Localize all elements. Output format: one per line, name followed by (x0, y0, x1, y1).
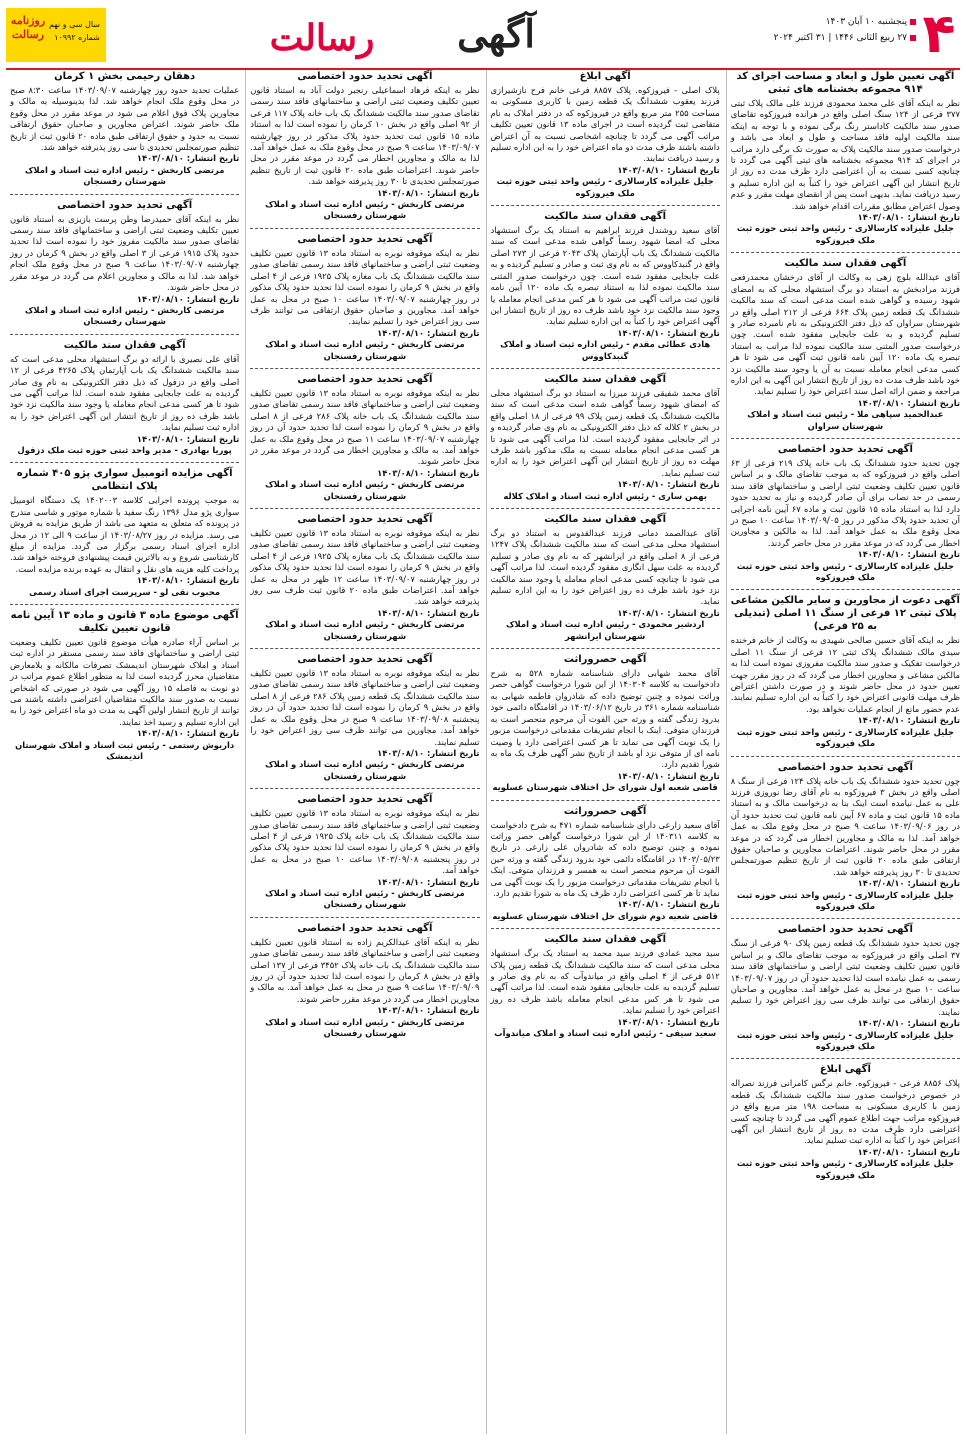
ad-title: آگهی فقدان سند مالکیت (544, 934, 667, 946)
classified-ad (731, 70, 960, 246)
ad-title: دهقان رحیمی بخش ۱ کرمان (54, 71, 196, 82)
ad-body: سید مجید عمادی فرزند سید محمد به استناد یک برگ استشهاد محلی مدعی است که سند مالکیت ششدانگ یک قطعه زمین پلاک ۵۱۲ فرعی از ۴ اصلی واقع در میاندوآب که به نام وی صادر و تسلیم گردیده به علت جابجایی مفقود شده است. لذا مراتب آگهی می شود تا هر کس مدعی انجام معامله باشد ظرف ده روز اعتراض خود را تسلیم نماید. (490, 948, 720, 1016)
ad-date: تاریخ انتشار: ۱۴۰۳/۰۸/۱۰ (377, 1005, 480, 1016)
ad-title: آگهی تحدید حدود اختصاصی (297, 233, 433, 245)
ad-title: آگهی تحدید حدود اختصاصی (297, 794, 433, 806)
ad-signature: جلیل علیزاده کارسالاری - رئیس واحد ثبتی حوزه ثبت ملک فیروزکوه (736, 726, 954, 749)
ad-signature: جلیل علیزاده کارسالاری - رئیس واحد ثبتی حوزه ثبت ملک فیروزکوه (496, 176, 714, 198)
ad-signature: مرتضی کاربخش - رئیس اداره ثبت اسناد و املاک شهرستان رفسنجان (265, 1016, 465, 1039)
ad-body: نظر به اینکه موقوفه نوبره به استناد ماده ۱۳ قانون تعیین تکلیف وضعیت ثبتی اراضی و ساختمانهای فاقد سند رسمی تقاضای صدور سند مالکیت ششدانگ یک باب مغازه پلاک ۱۹۲۵ فرعی از ۴ اصلی واقع در بخش ۹ کرمان را نموده است لذا تحدید حدود پلاک مذکور در روز چهارشنبه ۱۴۰۳/۰۹/۰۷ ساعت ۱۲ ظهر در محل به عمل خواهد آمد. اعتراضات طبق ماده ۲۰ قانون ثبت ظرف سی روز پذیرفته خواهد شد. (250, 528, 480, 607)
ad-body: نظر به اینکه موقوفه نوبره به استناد ماده ۱۳ قانون تعیین تکلیف وضعیت ثبتی اراضی و ساختمانهای فاقد سند رسمی تقاضای صدور سند مالکیت ششدانگ یک باب خانه پلاک ۲۸۶ فرعی از ۸ اصلی واقع در بخش ۹ کرمان را نموده است لذا تحدید حدود آن در روز چهارشنبه ۱۴۰۳/۰۹/۰۷ ساعت ۱۱ صبح در محل وقوع ملک به عمل خواهد آمد. به مالک و مجاورین اخطار می گردد در موعد مقرر در محل حاضر شوند. (250, 387, 480, 467)
masthead-logo: رسالت (269, 17, 375, 59)
ad-body: نظر به اینکه موقوفه نوبره به استناد ماده ۱۳ قانون تعیین تکلیف وضعیت ثبتی اراضی و ساختمانهای فاقد سند رسمی تقاضای صدور سند مالکیت ششدانگ یک باب مغازه پلاک ۱۹۲۵ فرعی از ۴ اصلی واقع در بخش ۹ کرمان را نموده است لذا تحدید حدود پلاک مذکور در روز چهارشنبه ۱۴۰۳/۰۹/۰۷ ساعت ۱۰ صبح در محل به عمل خواهد آمد. مجاورین و صاحبان حقوق ارتفاقی می توانند ظرف سی روز اعتراض خود را تسلیم نمایند. (250, 247, 480, 327)
ad-signature: مرتضی کاربخش - رئیس اداره ثبت اسناد و املاک شهرستان رفسنجان (24, 304, 225, 327)
date-line-1: پنجشنبه ۱۰ آبان ۱۴۰۳ (825, 17, 907, 27)
ad-body: بر اساس آراء صادره هیأت موضوع قانون تعیین تکلیف وضعیت ثبتی اراضی و ساختمانهای فاقد سند رسمی مستقر در اداره ثبت اسناد و املاک شهرستان اندیمشک تصرفات مالکانه و بلامعارض متقاضیان محرز گردیده است لذا به منظور اطلاع عموم مراتب در دو نوبت به فاصله ۱۵ روز آگهی می شود در صورتی که اشخاص نسبت به صدور سند مالکیت متقاضیان اعتراضی داشته باشند می توانند از تاریخ انتشار اولین آگهی به مدت دو ماه اعتراض خود را به این اداره تسلیم و رسید اخذ نمایند. (10, 637, 240, 727)
classified-ad (731, 756, 960, 913)
brand-logo: روزنامه رسالت (10, 14, 46, 41)
ad-title: آگهی تحدید حدود اختصاصی (297, 654, 433, 666)
ad-title: آگهی ابلاغ (819, 1064, 871, 1076)
ad-title: آگهی فقدان سند مالکیت (544, 514, 667, 525)
ad-date: تاریخ انتشار: ۱۴۰۳/۰۸/۱۰ (617, 1016, 720, 1027)
ad-title: آگهی تحدید حدود اختصاصی (297, 922, 433, 934)
classified-ad (250, 228, 479, 362)
ad-date: تاریخ انتشار: ۱۴۰۳/۰۸/۱۰ (617, 479, 720, 490)
classified-ad (10, 334, 239, 457)
ad-title: آگهی تحدید حدود اختصاصی (777, 443, 913, 455)
ad-body: آقای عبدالله بلوچ زهی به وکالت از آقای درخشان محمدرفعی فرزند مرادبخش به استناد دو برگ استشهاد محلی که به امضای شهود رسیده و گواهی شده است مدعی است که سند مالکیت ششدانگ یک قطعه زمین پلاک ۶۶۴ فرعی از ۲۱۲ اصلی واقع در شهرستان سراوان که ذیل دفتر الکترونیکی به نام نامبرده صادر و تسلیم گردیده و به علت جابجایی مفقود شده است. چون درخواست صدور المثنی سند مالکیت نموده لذا مراتب به استناد تبصره یک ماده ۱۲۰ آیین نامه قانون ثبت آگهی می شود تا هر کسی مدعی انجام معامله نسبت به آن یا وجود سند مالکیت نزد خود باشد ظرف مدت ده روز از تاریخ انتشار این آگهی به این اداره مراجعه و ضمن ارائه اصل سند اعتراض خود را تسلیم نماید. (730, 272, 960, 397)
ad-date: تاریخ انتشار: ۱۴۰۳/۰۸/۱۰ (136, 728, 240, 739)
ad-body: نظر به اینکه موقوفه نوبره به استناد ماده ۱۳ قانون تعیین تکلیف وضعیت ثبتی اراضی و ساختمانهای فاقد سند رسمی تقاضای صدور سند مالکیت ششدانگ یک باب خانه پلاک ۱۹۲۵ فرعی از ۴ اصلی واقع در بخش ۹ کرمان را نموده است لذا تحدید حدود پلاک مذکور در روز پنجشنبه ۱۴۰۳/۰۹/۰۸ ساعت ۱۰ صبح در محل به عمل خواهد آمد. (250, 808, 480, 876)
ad-date: تاریخ انتشار: ۱۴۰۳/۰۸/۱۰ (857, 549, 960, 560)
section-title: آگهی (457, 11, 535, 56)
ad-title: آگهی تعیین طول و ابعاد و مساحت اجرای کد ۹۱۴ مجموعه بخشنامه های ثبتی (736, 71, 955, 95)
ad-signature: مرتضی کاربخش - رئیس اداره ثبت اسناد و املاک شهرستان رفسنجان (24, 164, 225, 187)
ad-signature: جلیل علیزاده کارسالاری - رئیس واحد ثبتی حوزه ثبت ملک فیروزکوه (736, 560, 954, 583)
ad-title: آگهی تحدید حدود اختصاصی (777, 924, 913, 936)
ad-date: تاریخ انتشار: ۱۴۰۳/۰۸/۱۰ (136, 153, 240, 164)
bullet-square-icon (910, 19, 916, 25)
ad-date: تاریخ انتشار: ۱۴۰۳/۰۸/۱۰ (617, 164, 720, 175)
ad-column (245, 70, 479, 1434)
classified-ad (250, 648, 479, 782)
ad-date: تاریخ انتشار: ۱۴۰۳/۰۸/۱۰ (857, 1018, 960, 1029)
ad-body: چون تحدید حدود ششدانگ یک باب خانه پلاک ۲۱۹ فرعی از ۶۳ اصلی واقع در فیروزکوه که به موجب تقاضای مالک و بر اساس قانون تعیین تکلیف وضعیت ثبتی اراضی و ساختمانهای فاقد سند رسمی در حد نصاب برای آن صادر گردیده و نیاز به تحدید حدود دارد لذا به استناد ماده ۱۵ قانون ثبت و ماده ۶۷ آیین نامه اجرایی آن تحدید حدود پلاک مذکور در روز ۱۴۰۳/۰۹/۰۵ ساعت ۱۰ صبح در محل وقوع ملک به عمل خواهد آمد. لذا به مالکین و مجاورین اخطار می گردد که در موعد مقرر در محل حاضر گردند. (730, 457, 960, 548)
ad-body: پلاک ۸۸۵۶ فرعی - فیروزکوه. خانم نرگس کامرانی فرزند نصراله در خصوص درخواست صدور سند مالکیت ششدانگ یک قطعه زمین با کاربری مسکونی به مساحت ۱۹۸ متر مربع واقع در فیروزکوه مراتب جهت اطلاع عموم آگهی می گردد تا چنانچه کسی اعتراضی دارد ظرف مدت ده روز از تاریخ انتشار این آگهی اعتراض خود را کتباً به اداره ثبت تسلیم نماید. (730, 1078, 960, 1146)
date-row-2 (774, 30, 916, 46)
ad-signature: جلیل علیزاده کارسالاری - رئیس واحد ثبتی حوزه ثبت ملک فیروزکوه (736, 1158, 954, 1180)
classified-ad (250, 508, 479, 642)
ad-date: تاریخ انتشار: ۱۴۰۳/۰۸/۱۰ (857, 715, 960, 726)
ad-signature: محبوب نقی لو - سرپرست اجرای اسناد رسمی (29, 586, 221, 597)
date-line-2: ۲۷ ربیع الثانی ۱۴۴۶ | ۳۱ اکتبر ۲۰۲۴ (773, 33, 907, 43)
ad-title: آگهی فقدان سند مالکیت (544, 211, 667, 223)
ad-title: آگهی تحدید حدود اختصاصی (297, 71, 433, 82)
ad-title: آگهی تحدید حدود اختصاصی (57, 199, 193, 211)
ad-signature: مرتضی کاربخش - رئیس اداره ثبت اسناد و املاک شهرستان رفسنجان (265, 479, 465, 501)
ad-signature: بهمن ساری - رئیس اداره ثبت اسناد و املاک کلاله (503, 490, 707, 501)
ad-body: پلاک اصلی - فیروزکوه. پلاک ۸۸۵۷ فرعی خانم فرح نازشیرازی فرزند یعقوب ششدانگ یک قطعه زمین با کاربری مسکونی به مساحت ۲۵۵ متر مربع واقع در فیروزکوه که در دفتر املاک به نام متقاضی ثبت گردیده است در اجرای ماده ۱۳ قانون تعیین تکلیف مراتب آگهی می گردد تا چنانچه اشخاصی نسبت به آن اعتراض داشته باشند ظرف مدت دو ماه اعتراض خود را به این اداره تسلیم و رسید دریافت نمایند. (490, 85, 720, 164)
ad-date: تاریخ انتشار: ۱۴۰۳/۰۸/۱۰ (857, 878, 960, 889)
ad-signature: مرتضی کاربخش - رئیس اداره ثبت اسناد و املاک شهرستان رفسنجان (265, 339, 465, 361)
ad-column (6, 70, 239, 1434)
ad-title: آگهی موضوع ماده ۳ قانون و ماده ۱۳ آیین نامه قانون تعیین تکلیف (10, 610, 239, 635)
ad-date: تاریخ انتشار: ۱۴۰۳/۰۸/۱۰ (617, 607, 720, 618)
page-number: ۴ (922, 2, 956, 65)
ad-title: آگهی تحدید حدود اختصاصی (297, 373, 433, 385)
ad-body: چون تحدید حدود ششدانگ یک قطعه زمین پلاک ۹۰ فرعی از سنگ ۳۷ اصلی واقع در فیروزکوه به موجب تقاضای مالک و بر اساس قانون تعیین تکلیف وضعیت ثبتی اراضی و ساختمانهای فاقد سند رسمی به عمل نیامده است لذا تحدید حدود آن در روز ۱۴۰۳/۰۹/۰۷ ساعت ۱۰ صبح در محل به عمل خواهد آمد. مجاورین و صاحبان حقوق ارتفاقی می توانند ظرف سی روز اعتراض خود را تسلیم نمایند. (730, 938, 960, 1017)
ad-body: آقای سعید روشندل فرزند ابراهیم به استناد یک برگ استشهاد محلی که امضا شهود رسماً گواهی شده مدعی است که سند مالکیت ششدانگ یک باب آپارتمان پلاک ۲۰۴۳ فرعی از ۲۷۳ اصلی واقع در گنبدکاووس که به نام وی ثبت و صادر و تسلیم گردیده و به علت جابجایی مفقود شده است. چون درخواست صدور المثنی سند مالکیت نموده لذا به استناد تبصره یک ماده ۱۲۰ آیین نامه قانون ثبت مراتب آگهی می شود تا هر کس مدعی انجام معامله یا وجود سند مالکیت نزد خود باشد ظرف ده روز از تاریخ انتشار این آگهی اعتراض خود را کتباً به این اداره تسلیم نماید. (490, 225, 720, 327)
ad-date: تاریخ انتشار: ۱۴۰۳/۰۸/۱۰ (377, 876, 480, 887)
classified-ad (491, 70, 720, 199)
ad-body: آقای محمد شفیقی فرزند میرزا به استناد دو برگ استشهاد محلی که امضای شهود رسماً گواهی شده است مدعی است که سند مالکیت ششدانگ یک قطعه زمین پلاک ۹۹ فرعی از ۱۸ اصلی واقع در بخش ۲ کلاله که ذیل دفتر الکترونیکی به نام وی صادر گردیده و در اثر جابجایی مفقود گردیده است. لذا مراتب آگهی می شود تا هر کسی مدعی انجام معامله نسبت به ملک مذکور باشد ظرف مهلت ده روز از تاریخ انتشار این آگهی اعتراض خود را به اداره ثبت تسلیم نماید. (490, 387, 720, 478)
date-block (774, 14, 916, 46)
classified-ad (10, 194, 239, 328)
ad-signature: جلیل علیزاده کارسالاری - رئیس واحد ثبتی حوزه ثبت ملک فیروزکوه (736, 889, 954, 911)
ad-body: آقای محمد شهابی دارای شناسنامه شماره ۵۲۸ به شرح دادخواست به کلاسه ۱۴۰۳۰۴ از این شورا درخواست گواهی حصر وراثت نموده و چنین توضیح داده که شادروان فاطمه شهابی به شناسنامه شماره ۳۶۱ در تاریخ ۱۴۰۳/۰۶/۱۲ در اقامتگاه دائمی خود بدرود زندگی گفته و ورثه حین الفوت آن مرحوم منحصر است به فرزندان متوفی. اینک با انجام تشریفات مقدماتی درخواست مزبور را یک نوبت آگهی می نماید تا هر کسی اعتراضی دارد یا وصیت نامه ای از متوفی نزد او باشد از تاریخ نشر آگهی ظرف یک ماه به شورا تقدیم دارد. (490, 668, 720, 770)
ad-date: تاریخ انتشار: ۱۴۰۳/۰۸/۱۰ (377, 187, 480, 198)
date-row-1 (774, 14, 916, 30)
classified-ad (491, 508, 720, 642)
classified-ad (10, 604, 239, 762)
ad-signature: قاضی شعبه اول شورای حل اختلاف شهرستان عسلویه (492, 782, 718, 793)
classified-ad (10, 462, 239, 598)
classified-ad (491, 928, 720, 1039)
ad-body: چون تحدید حدود ششدانگ یک باب خانه پلاک ۱۲۴ فرعی از سنگ ۸ اصلی واقع در بخش ۳ فیروزکوه به نام آقای رضا نوروزی فرزند علی به عمل نیامده است اینک بنا به درخواست مالک و به استناد ماده ۱۵ قانون ثبت و ماده ۶۷ آیین نامه قانون ثبت تحدید حدود آن در روز ۱۴۰۳/۰۹/۰۶ ساعت ۹ صبح در محل وقوع ملک به عمل خواهد آمد. لذا به مالک و مجاورین اخطار می گردد که در موعد مقرر در محل حاضر شوند. اعتراضات مجاورین و صاحبان حقوق ارتفاقی طبق ماده ۲۰ قانون ثبت از تاریخ تنظیم صورتمجلس تحدیدی تا ۳۰ روز پذیرفته خواهد شد. (730, 775, 960, 877)
ad-date: تاریخ انتشار: ۱۴۰۳/۰۸/۱۰ (136, 433, 240, 444)
ad-body: عملیات تحدید حدود روز چهارشنبه ۱۴۰۳/۰۹/۰۷ ساعت ۸:۳۰ صبح در محل وقوع ملک انجام خواهد شد. لذا بدینوسیله به مالک و مجاورین پلاک فوق اعلام می شود در موعد مقرر در محل وقوع ملک حاضر شوند. اعتراض مجاورین و صاحبان حقوق ارتفاقی نسبت به حدود و حقوق ارتفاقی طبق ماده ۲۰ قانون ثبت از تاریخ تنظیم صورتمجلس تحدیدی تا سی روز پذیرفته خواهد شد. (10, 85, 240, 153)
ad-signature: قاضی شعبه دوم شورای حل اختلاف شهرستان عسلویه (492, 910, 718, 921)
ad-signature: اردشیر محمودی - رئیس اداره ثبت اسناد و املاک شهرستان ایرانشهر (505, 619, 705, 641)
ad-date: تاریخ انتشار: ۱۴۰۳/۰۸/۱۰ (377, 467, 480, 478)
ad-body: آقای سعید زارعی دارای شناسنامه شماره ۴۷۱ به شرح دادخواست به کلاسه ۱۴۰۳۱۱ از این شورا درخواست گواهی حصر وراثت نموده و چنین توضیح داده که شادروان علی زارعی در تاریخ ۱۴۰۳/۰۵/۲۳ در اقامتگاه دائمی خود بدرود زندگی گفته و ورثه حین الفوت آن مرحوم منحصر است به همسر و فرزندان متوفی. اینک با انجام تشریفات مقدماتی درخواست مزبور را یک نوبت آگهی می نماید تا هر کسی اعتراضی دارد ظرف یک ماه به شورا تقدیم دارد. (490, 819, 720, 898)
classified-ad (731, 589, 960, 749)
classified-ad (731, 1058, 960, 1181)
ad-signature: مرتضی کاربخش - رئیس اداره ثبت اسناد و املاک شهرستان رفسنجان (265, 199, 465, 221)
ad-date: تاریخ انتشار: ۱۴۰۳/۰۸/۱۰ (857, 212, 960, 223)
ad-body: آقای عبدالصمد دمانی فرزند عبدالقدوس به استناد دو برگ استشهاد محلی مدعی است که سند مالکیت ششدانگ پلاک ۱۲۴۷ فرعی از ۸ اصلی واقع در ایرانشهر که به نام وی صادر و تسلیم گردیده به علت سهل انگاری مفقود گردیده است. لذا مراتب آگهی می شود تا چنانچه کسی مدعی انجام معامله یا وجود سند مالکیت نزد خود باشد ظرف ده روز اعتراض خود را به این اداره تسلیم نماید. (490, 528, 720, 607)
ad-columns (6, 70, 960, 1434)
issue-info (49, 18, 100, 44)
ad-signature: جلیل علیزاده کارسالاری - رئیس واحد ثبتی حوزه ثبت ملک فیروزکوه (736, 1029, 954, 1052)
ad-signature: عبدالحمید سپاهی ملا - رئیس ثبت اسناد و املاک شهرستان سراوان (747, 409, 944, 431)
ad-date: تاریخ انتشار: ۱۴۰۳/۰۸/۱۰ (617, 327, 720, 338)
classified-ad (250, 368, 479, 502)
ad-date: تاریخ انتشار: ۱۴۰۳/۰۸/۱۰ (377, 747, 480, 758)
ad-title: آگهی تحدید حدود اختصاصی (777, 761, 913, 773)
ad-title: آگهی دعوت از مجاورین و سایر مالکین مشاعی پلاک ثبتی ۱۲ فرعی از سنگ ۱۱ اصلی (تبدیلی به ۲۵ فرعی) (730, 595, 960, 633)
ad-body: نظر به اینکه فرهاد اسماعیلی رنجبر دولت آباد به استناد قانون تعیین تکلیف وضعیت ثبتی اراضی و ساختمانهای فاقد سند رسمی تقاضای صدور سند مالکیت ششدانگ یک باب خانه پلاک ۱۱۷ فرعی از ۹۲ اصلی واقع در بخش ۱۰ کرمان را نموده است لذا به استناد ماده ۱۵ قانون ثبت تحدید حدود پلاک مذکور در روز چهارشنبه ۱۴۰۳/۰۹/۰۷ ساعت ۹ صبح در محل وقوع ملک به عمل خواهد آمد. لذا به مالک و مجاورین اخطار می گردد در موعد مقرر در محل حاضر شوند. اعتراضات طبق ماده ۲۰ قانون ثبت از تاریخ تنظیم صورتمجلس تحدیدی تا ۳۰ روز پذیرفته خواهد شد. (250, 85, 480, 187)
classified-ad (731, 438, 960, 583)
ad-title: آگهی فقدان سند مالکیت (63, 339, 186, 351)
ad-title: آگهی تحدید حدود اختصاصی (297, 514, 433, 525)
ad-column (726, 70, 960, 1434)
ad-title: آگهی حصروراثت (563, 654, 647, 666)
ad-signature: داریوش رستمی - رئیس ثبت اسناد و املاک شهرستان اندیمشک (15, 739, 235, 762)
ad-body: نظر به اینکه آقای عبدالکریم زاده به استناد قانون تعیین تکلیف وضعیت ثبتی اراضی و ساختمانهای فاقد سند رسمی تقاضای صدور سند مالکیت ششدانگ یک باب خانه پلاک ۳۴۵۲ فرعی از ۱۳۷ اصلی واقع در بخش ۸ کرمان را نموده است لذا تحدید حدود آن در روز ۱۴۰۳/۰۹/۰۹ ساعت ۹ صبح در محل به عمل خواهد آمد. به مالک و مجاورین اخطار می گردد در موعد مقرر حاضر شوند. (250, 936, 480, 1004)
ad-title: آگهی فقدان سند مالکیت (784, 258, 907, 270)
ad-signature: مرتضی کاربخش - رئیس اداره ثبت اسناد و املاک شهرستان رفسنجان (265, 619, 465, 641)
ad-date: تاریخ انتشار: ۱۴۰۳/۰۸/۱۰ (857, 397, 960, 408)
ad-date: تاریخ انتشار: ۱۴۰۳/۰۸/۱۰ (136, 575, 240, 586)
ad-title: آگهی حصروراثت (563, 805, 647, 817)
classified-ad (250, 70, 479, 222)
year-line: سال سی و نهم (48, 20, 100, 29)
ad-date: تاریخ انتشار: ۱۴۰۳/۰۸/۱۰ (377, 327, 480, 338)
ad-signature: پوریا بهادری - مدیر واحد ثبتی حوزه ثبت ملک دزفول (17, 444, 232, 455)
classified-ad (731, 918, 960, 1052)
ad-signature: مرتضی کاربخش - رئیس اداره ثبت اسناد و املاک شهرستان رفسنجان (265, 759, 465, 781)
ad-title: آگهی فقدان سند مالکیت (544, 373, 667, 385)
ad-body: نظر به اینکه موقوفه نوبره به استناد ماده ۱۳ قانون تعیین تکلیف وضعیت ثبتی اراضی و ساختمانهای فاقد سند رسمی تقاضای صدور سند مالکیت ششدانگ یک قطعه زمین پلاک ۲۸۶ فرعی از ۸ اصلی واقع در بخش ۹ کرمان را نموده است لذا تحدید حدود آن در روز پنجشنبه ۱۴۰۳/۰۹/۰۸ ساعت ۹ صبح در محل وقوع ملک به عمل خواهد آمد. مجاورین می توانند ظرف سی روز اعتراض خود را تسلیم نمایند. (250, 668, 480, 747)
ad-title: آگهی ابلاغ (579, 71, 631, 82)
ad-title: آگهی مزایده اتومبیل سواری پژو ۴۰۵ شماره پلاک انتظامی (16, 468, 233, 493)
classified-ad (10, 70, 239, 188)
issue-line: شماره ۱۰۹۹۲ (54, 33, 100, 42)
ad-body: آقای علی نصیری با ارائه دو برگ استشهاد محلی مدعی است که سند مالکیت ششدانگ یک باب آپارتمان پلاک ۴۲۶۵ فرعی از ۱۲ اصلی واقع در دزفول که ذیل دفتر الکترونیکی به نام وی صادر گردیده به علت جابجایی مفقود شده است. لذا مراتب آگهی می شود تا هر کسی مدعی انجام معامله یا وجود سند مالکیت نزد خود باشد ظرف ده روز از تاریخ انتشار این آگهی اعتراض خود را به اداره ثبت تسلیم نماید. (10, 353, 240, 433)
bullet-square-icon (910, 35, 916, 41)
ad-signature: جلیل علیزاده کارسالاری - رئیس واحد ثبتی حوزه ثبت ملک فیروزکوه (736, 223, 954, 245)
ad-column (486, 70, 720, 1434)
issue-box (6, 8, 106, 62)
ad-date: تاریخ انتشار: ۱۴۰۳/۰۸/۱۰ (136, 293, 240, 304)
ad-signature: مرتضی کاربخش - رئیس اداره ثبت اسناد و املاک شهرستان رفسنجان (265, 887, 465, 910)
ad-date: تاریخ انتشار: ۱۴۰۳/۰۸/۱۰ (617, 770, 720, 781)
classified-ad (491, 648, 720, 793)
ad-date: تاریخ انتشار: ۱۴۰۳/۰۸/۱۰ (857, 1146, 960, 1157)
classified-ad (491, 368, 720, 502)
classified-ad (250, 917, 479, 1040)
classified-ad (731, 252, 960, 432)
ad-body: نظر به اینکه آقای حمیدرضا وطن پرست بازیزی به استناد قانون تعیین تکلیف وضعیت ثبتی اراضی و ساختمانهای فاقد سند رسمی تقاضای صدور سند مالکیت مفروز خود را نموده است لذا تحدید حدود پلاک ۱۹۱۵ فرعی از ۳ اصلی واقع در بخش ۹ کرمان در روز چهارشنبه ۱۴۰۳/۰۹/۰۷ ساعت ۹ صبح در محل وقوع ملک انجام خواهد شد. لذا به مالک و مجاورین اعلام می گردد در موعد مقرر در محل حاضر شوند. (10, 213, 240, 293)
ad-date: تاریخ انتشار: ۱۴۰۳/۰۸/۱۰ (617, 899, 720, 910)
page-header (6, 2, 960, 70)
ad-body: به موجب پرونده اجرایی کلاسه ۱۴۰۲۰۰۳ یک دستگاه اتومبیل سواری پژو مدل ۱۳۹۶ رنگ سفید با شماره موتور و شاسی مندرج در پرونده که متعلق به متعهد می باشد از طریق مزایده به فروش می رسد. مزایده در روز ۱۴۰۳/۰۸/۲۷ از ساعت ۹ الی ۱۲ در محل اداره اجرای اسناد رسمی برگزار می گردد. مزایده از مبلغ کارشناسی شروع و به بالاترین قیمت پیشنهادی فروخته خواهد شد. پرداخت کلیه هزینه های نقل و انتقال به عهده برنده مزایده است. (10, 495, 240, 574)
classified-ad (250, 788, 479, 911)
ad-date: تاریخ انتشار: ۱۴۰۳/۰۸/۱۰ (377, 607, 480, 618)
ad-body: نظر به اینکه آقای علی محمد محمودی فرزند علی مالک پلاک ثبتی ۳۷۷ فرعی از ۱۲۴ سنگ اصلی واقع در هرانده فیروزکوه تقاضای صدور سند مالکیت کاداستر رنگ برگی نموده و با توجه به اینکه سند مالکیت اولیه فاقد مساحت و طول و ابعاد می باشد و درخواست صدور سند مالکیت پلاک به صورت تک برگی دارد مراتب در اجرای کد ۹۱۴ مجموعه بخشنامه های ثبتی آگهی می گردد تا چنانچه کسی نسبت به آن اعتراضی دارد ظرف مدت ده روز از تاریخ انتشار این آگهی اعتراض خود را کتباً به این اداره تسلیم و رسید دریافت نماید. بدیهی است پس از انقضای مهلت مقرر و عدم وصول اعتراض مطابق مقررات اقدام خواهد شد. (730, 98, 960, 211)
ad-body: نظر به اینکه آقای حسین صالحی شهیدی به وکالت از خانم فرخنده سیدی مالک ششدانگ پلاک ثبتی ۱۲ فرعی از سنگ ۱۱ اصلی درخواست تفکیک و صدور سند مالکیت مفروزی نموده است لذا به مالکین مشاعی و مجاورین اخطار می گردد که در روز مقرر جهت تعیین حدود در محل حاضر شوند و در صورت داشتن اعتراض ظرف مهلت قانونی اعتراض خود را کتباً به این اداره تسلیم نمایند. عدم حضور مانع از انجام عملیات نخواهد بود. (730, 635, 960, 714)
classified-ad (491, 800, 720, 923)
ad-signature: سعید سیفی - رئیس اداره ثبت اسناد و املاک میاندوآب (494, 1028, 717, 1039)
classified-ad (491, 205, 720, 362)
ad-signature: هادی عطائی مقدم - رئیس اداره ثبت اسناد و املاک گنبدکاووس (500, 339, 711, 361)
